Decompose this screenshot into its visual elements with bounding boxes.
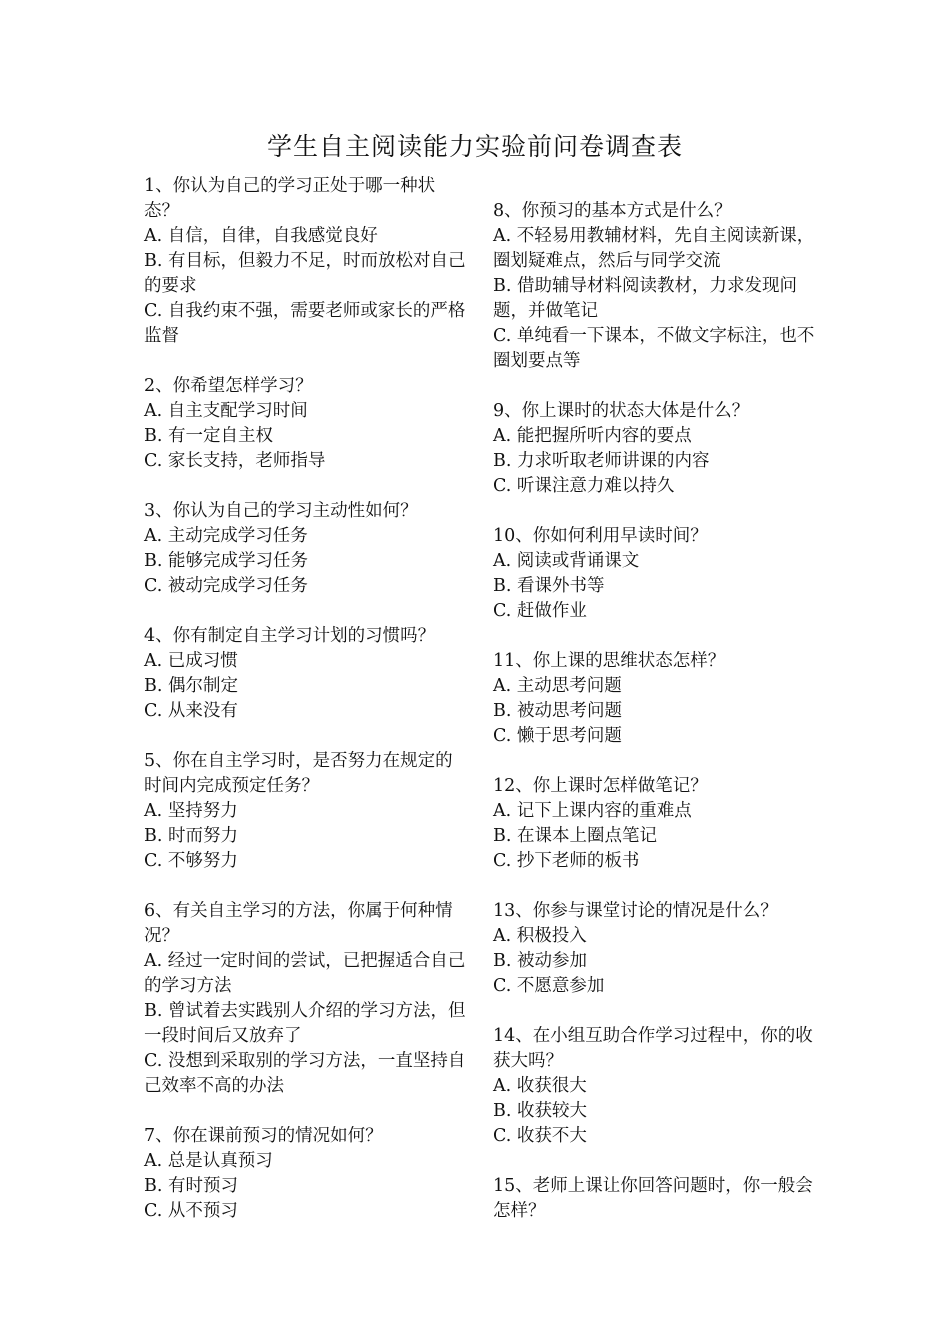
- answer-option: A. 主动思考问题: [493, 676, 622, 696]
- answer-option: A. 积极投入: [493, 926, 587, 946]
- answer-option: C. 单纯看一下课本，不做文字标注，也不圈划要点等: [493, 326, 815, 371]
- question-text: 4、你有制定自主学习计划的习惯吗？: [144, 626, 436, 646]
- question-text: 12、你上课时怎样做笔记？: [493, 776, 708, 796]
- question-block: [144, 624, 466, 724]
- answer-option: B. 时而努力: [144, 826, 238, 846]
- question-block: [144, 499, 466, 599]
- question-text: 7、你在课前预习的情况如何？: [144, 1126, 383, 1146]
- answer-option: B. 曾试着去实践别人介绍的学习方法，但一段时间后又放弃了: [144, 1001, 466, 1046]
- answer-option: A. 能把握所听内容的要点: [493, 426, 692, 446]
- question-block: [144, 374, 466, 474]
- question-text: 3、你认为自己的学习主动性如何？: [144, 501, 418, 521]
- answer-option: C. 自我约束不强，需要老师或家长的严格监督: [144, 301, 466, 346]
- answer-option: B. 有一定自主权: [144, 426, 273, 446]
- answer-option: B. 偶尔制定: [144, 676, 238, 696]
- question-block: [493, 524, 815, 624]
- answer-option: B. 有目标，但毅力不足，时而放松对自己的要求: [144, 251, 466, 296]
- answer-option: C. 从不预习: [144, 1201, 238, 1221]
- question-text: 2、你希望怎样学习？: [144, 376, 313, 396]
- question-text: 5、你在自主学习时，是否努力在规定的时间内完成预定任务？: [144, 751, 453, 796]
- answer-option: A. 总是认真预习: [144, 1151, 273, 1171]
- question-block: [493, 199, 815, 374]
- answer-option: A. 自主支配学习时间: [144, 401, 308, 421]
- answer-option: B. 有时预习: [144, 1176, 238, 1196]
- question-block: [493, 399, 815, 499]
- question-text: 11、你上课的思维状态怎样？: [493, 651, 726, 671]
- question-block: [144, 174, 466, 349]
- answer-option: C. 从来没有: [144, 701, 238, 721]
- question-block: [493, 1174, 815, 1224]
- answer-option: C. 懒于思考问题: [493, 726, 622, 746]
- left-column: [144, 174, 466, 1249]
- question-text: 8、你预习的基本方式是什么？: [493, 201, 732, 221]
- answer-option: B. 能够完成学习任务: [144, 551, 308, 571]
- question-block: [144, 1124, 466, 1224]
- answer-option: C. 收获不大: [493, 1126, 587, 1146]
- answer-option: C. 抄下老师的板书: [493, 851, 640, 871]
- answer-option: C. 不愿意参加: [493, 976, 605, 996]
- right-column: [493, 199, 815, 1249]
- answer-option: A. 阅读或背诵课文: [493, 551, 640, 571]
- question-text: 10、你如何利用早读时间？: [493, 526, 708, 546]
- question-text: 9、你上课时的状态大体是什么？: [493, 401, 750, 421]
- answer-option: A. 收获很大: [493, 1076, 587, 1096]
- question-block: [144, 749, 466, 874]
- question-text: 14、在小组互助合作学习过程中，你的收获大吗？: [493, 1026, 813, 1071]
- question-block: [493, 899, 815, 999]
- answer-option: A. 记下上课内容的重难点: [493, 801, 692, 821]
- answer-option: B. 看课外书等: [493, 576, 605, 596]
- question-text: 6、有关自主学习的方法，你属于何种情况？: [144, 901, 453, 946]
- answer-option: C. 没想到采取别的学习方法，一直坚持自己效率不高的办法: [144, 1051, 466, 1096]
- answer-option: B. 力求听取老师讲课的内容: [493, 451, 710, 471]
- answer-option: B. 被动参加: [493, 951, 587, 971]
- answer-option: A. 主动完成学习任务: [144, 526, 308, 546]
- page-title: 学生自主阅读能力实验前问卷调查表: [266, 132, 683, 161]
- answer-option: B. 借助辅导材料阅读教材，力求发现问题，并做笔记: [493, 276, 797, 321]
- question-block: [493, 1024, 815, 1149]
- answer-option: A. 自信，自律，自我感觉良好: [144, 226, 378, 246]
- question-text: 13、你参与课堂讨论的情况是什么？: [493, 901, 778, 921]
- answer-option: C. 赶做作业: [493, 601, 587, 621]
- question-block: [144, 899, 466, 1099]
- question-block: [493, 649, 815, 749]
- answer-option: A. 不轻易用教辅材料，先自主阅读新课，圈划疑难点，然后与同学交流: [493, 226, 815, 271]
- question-block: [493, 774, 815, 874]
- question-text: 1、你认为自己的学习正处于哪一种状态？: [144, 176, 436, 221]
- answer-option: B. 在课本上圈点笔记: [493, 826, 657, 846]
- answer-option: B. 收获较大: [493, 1101, 587, 1121]
- answer-option: C. 不够努力: [144, 851, 238, 871]
- answer-option: A. 坚持努力: [144, 801, 238, 821]
- answer-option: C. 听课注意力难以持久: [493, 476, 675, 496]
- answer-option: A. 经过一定时间的尝试，已把握适合自己的学习方法: [144, 951, 466, 996]
- answer-option: C. 家长支持，老师指导: [144, 451, 326, 471]
- answer-option: B. 被动思考问题: [493, 701, 622, 721]
- answer-option: A. 已成习惯: [144, 651, 238, 671]
- question-text: 15、老师上课让你回答问题时，你一般会怎样？: [493, 1176, 813, 1221]
- answer-option: C. 被动完成学习任务: [144, 576, 308, 596]
